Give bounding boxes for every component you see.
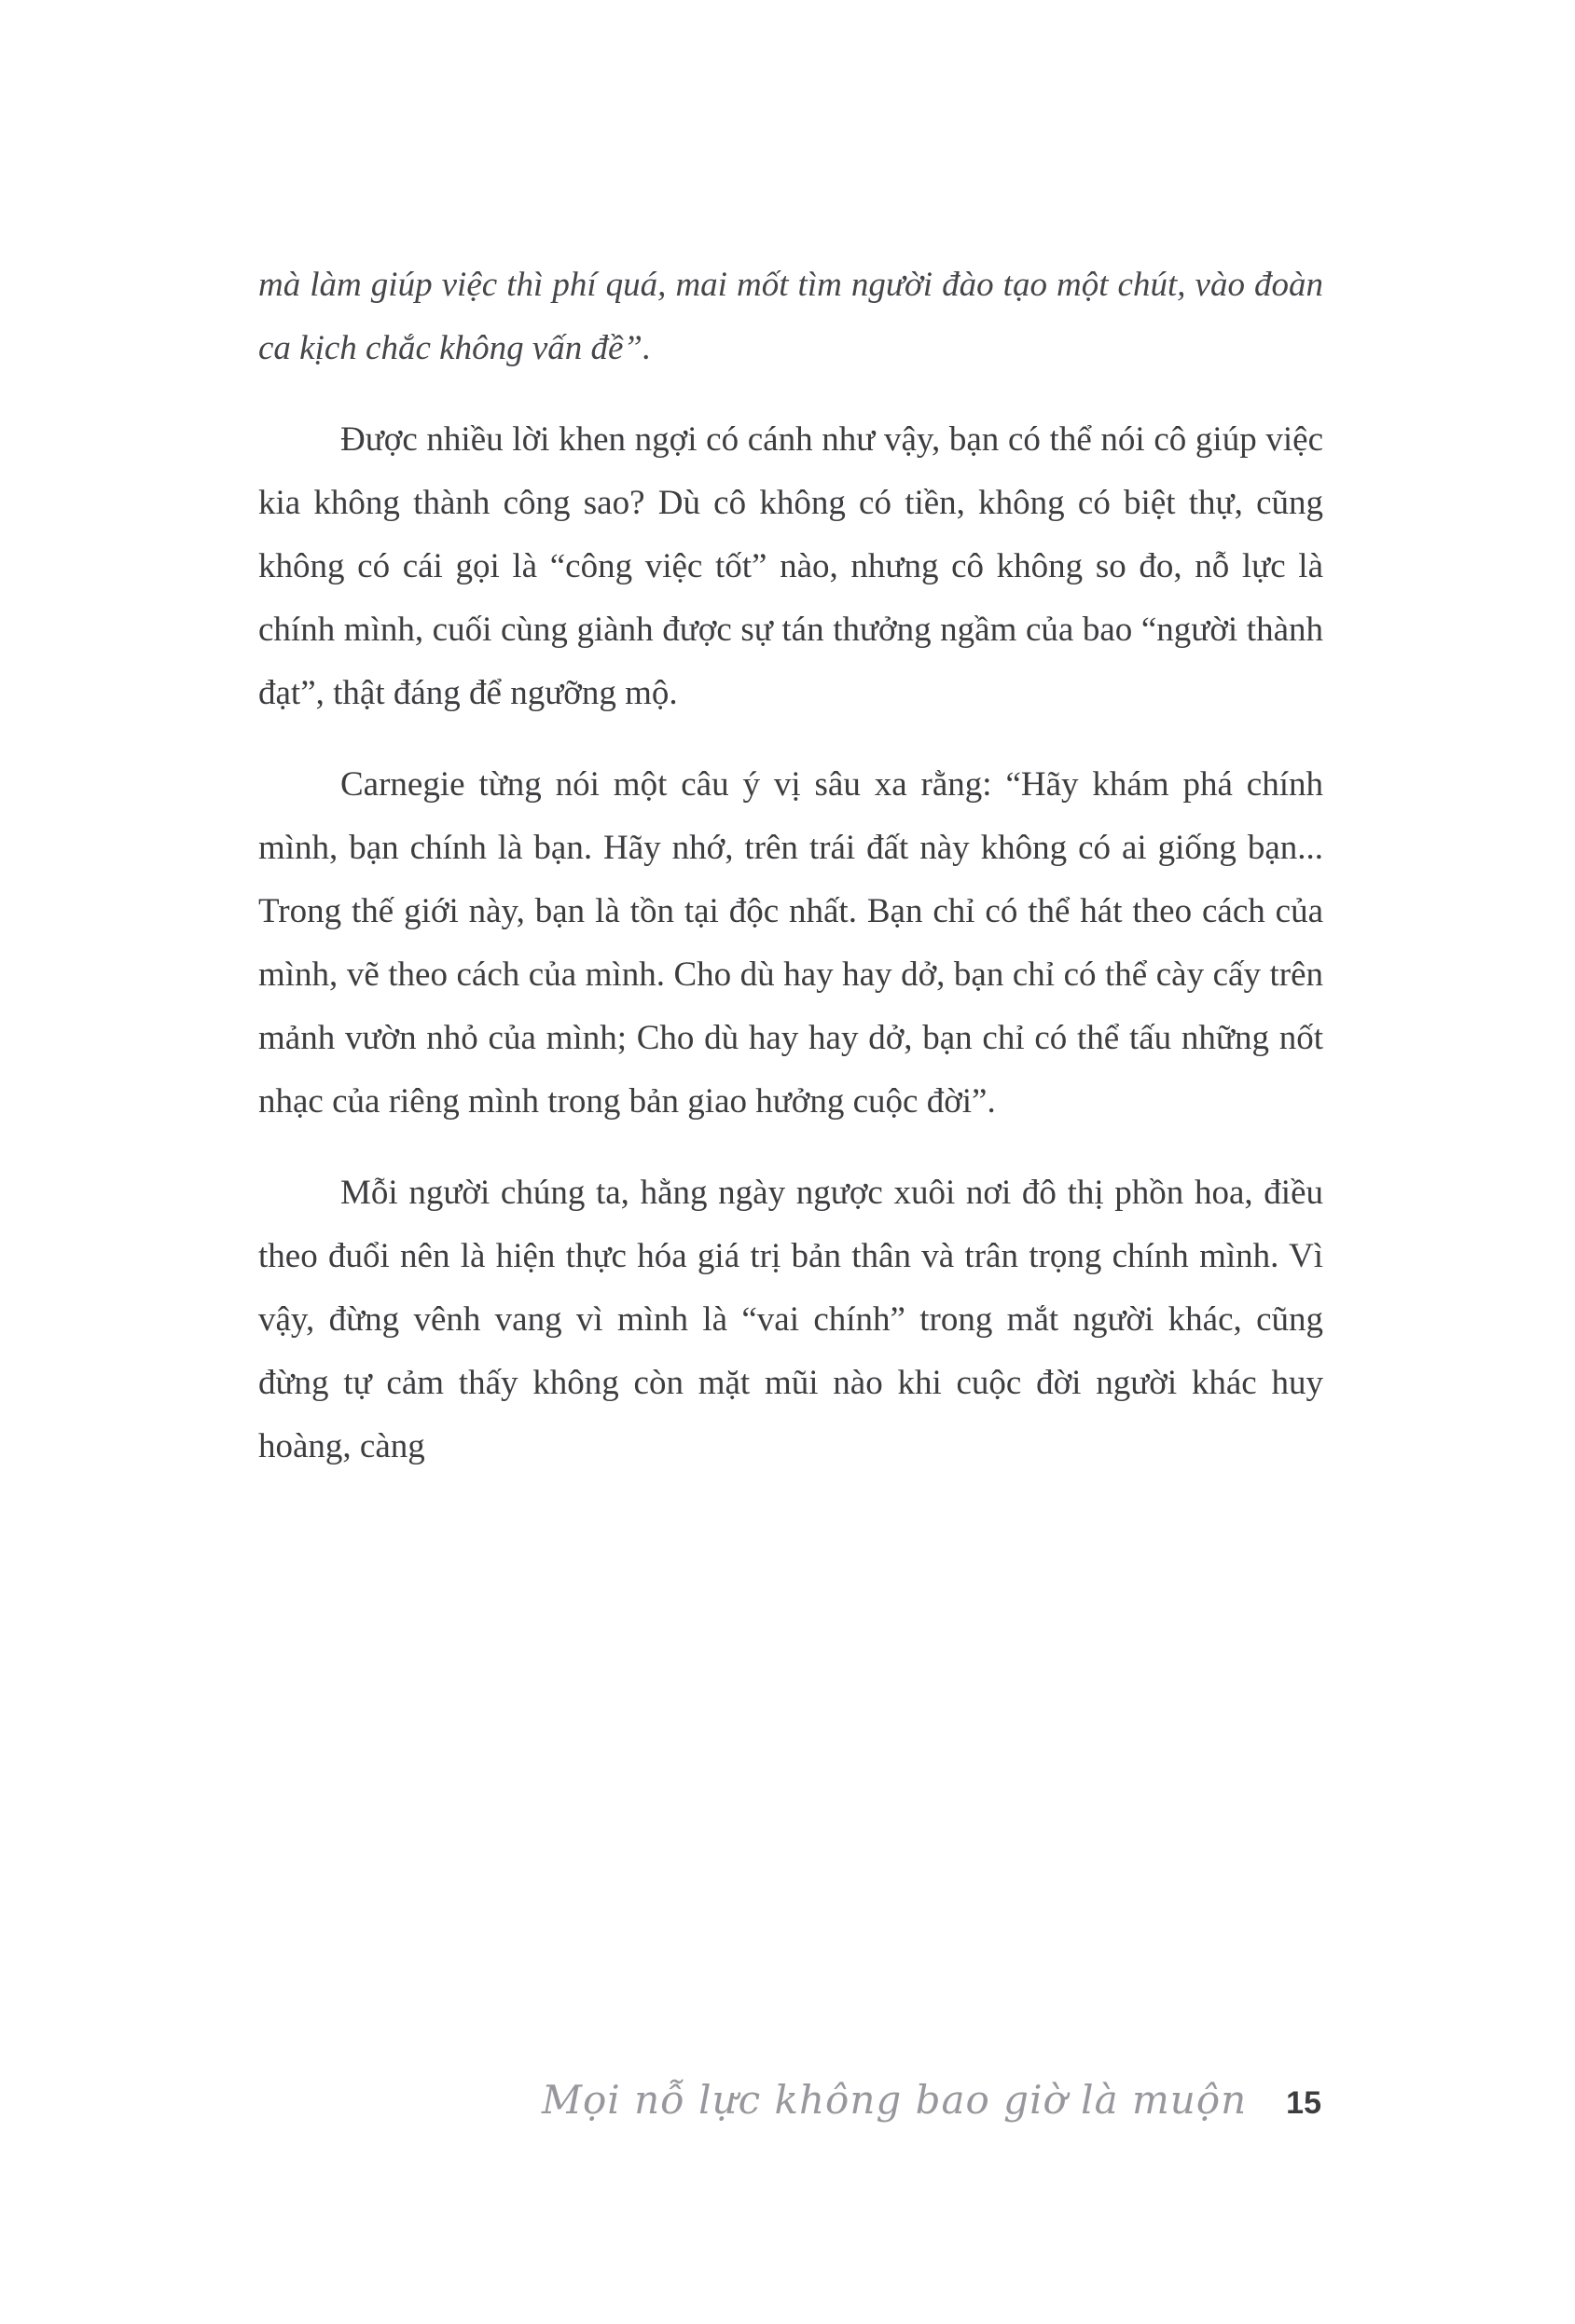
page-footer xyxy=(542,2077,1321,2123)
page-number: 15 xyxy=(1286,2085,1321,2121)
running-title: Mọi nỗ lực không bao giờ là muộn xyxy=(542,2077,1248,2123)
paragraph-continuation-quote: mà làm giúp việc thì phí quá, mai mốt tìm người đào tạo một chút, vào đoàn ca kịch chắc không vấn đề”. xyxy=(258,266,1323,367)
body-text xyxy=(258,254,1323,1506)
paragraph-carnegie-quote: Carnegie từng nói một câu ý vị sâu xa rằng: “Hãy khám phá chính mình, bạn chính là bạn. Hãy nhớ, trên trái đất này không có ai giống bạn... Trong thế giới này, bạn là tồn tại độc nhất. Bạn chỉ có thể hát theo cách của mình, vẽ theo cách của mình. Cho dù hay hay dở, bạn chỉ có thể cày cấy trên mảnh vườn nhỏ của mình; Cho dù hay hay dở, bạn chỉ có thể tấu những nốt nhạc của riêng mình trong bản giao hưởng cuộc đời”. xyxy=(258,765,1323,1121)
paragraph-conclusion: Mỗi người chúng ta, hằng ngày ngược xuôi nơi đô thị phồn hoa, điều theo đuổi nên là hiện thực hóa giá trị bản thân và trân trọng chính mình. Vì vậy, đừng vênh vang vì mình là “vai chính” trong mắt người khác, cũng đừng tự cảm thấy không còn mặt mũi nào khi cuộc đời người khác huy hoàng, càng xyxy=(258,1174,1323,1465)
paragraph-praise: Được nhiều lời khen ngợi có cánh như vậy, bạn có thể nói cô giúp việc kia không thành công sao? Dù cô không có tiền, không có biệt thự, cũng không có cái gọi là “công việc tốt” nào, nhưng cô không so đo, nỗ lực là chính mình, cuối cùng giành được sự tán thưởng ngầm của bao “người thành đạt”, thật đáng để ngưỡng mộ. xyxy=(258,420,1323,712)
